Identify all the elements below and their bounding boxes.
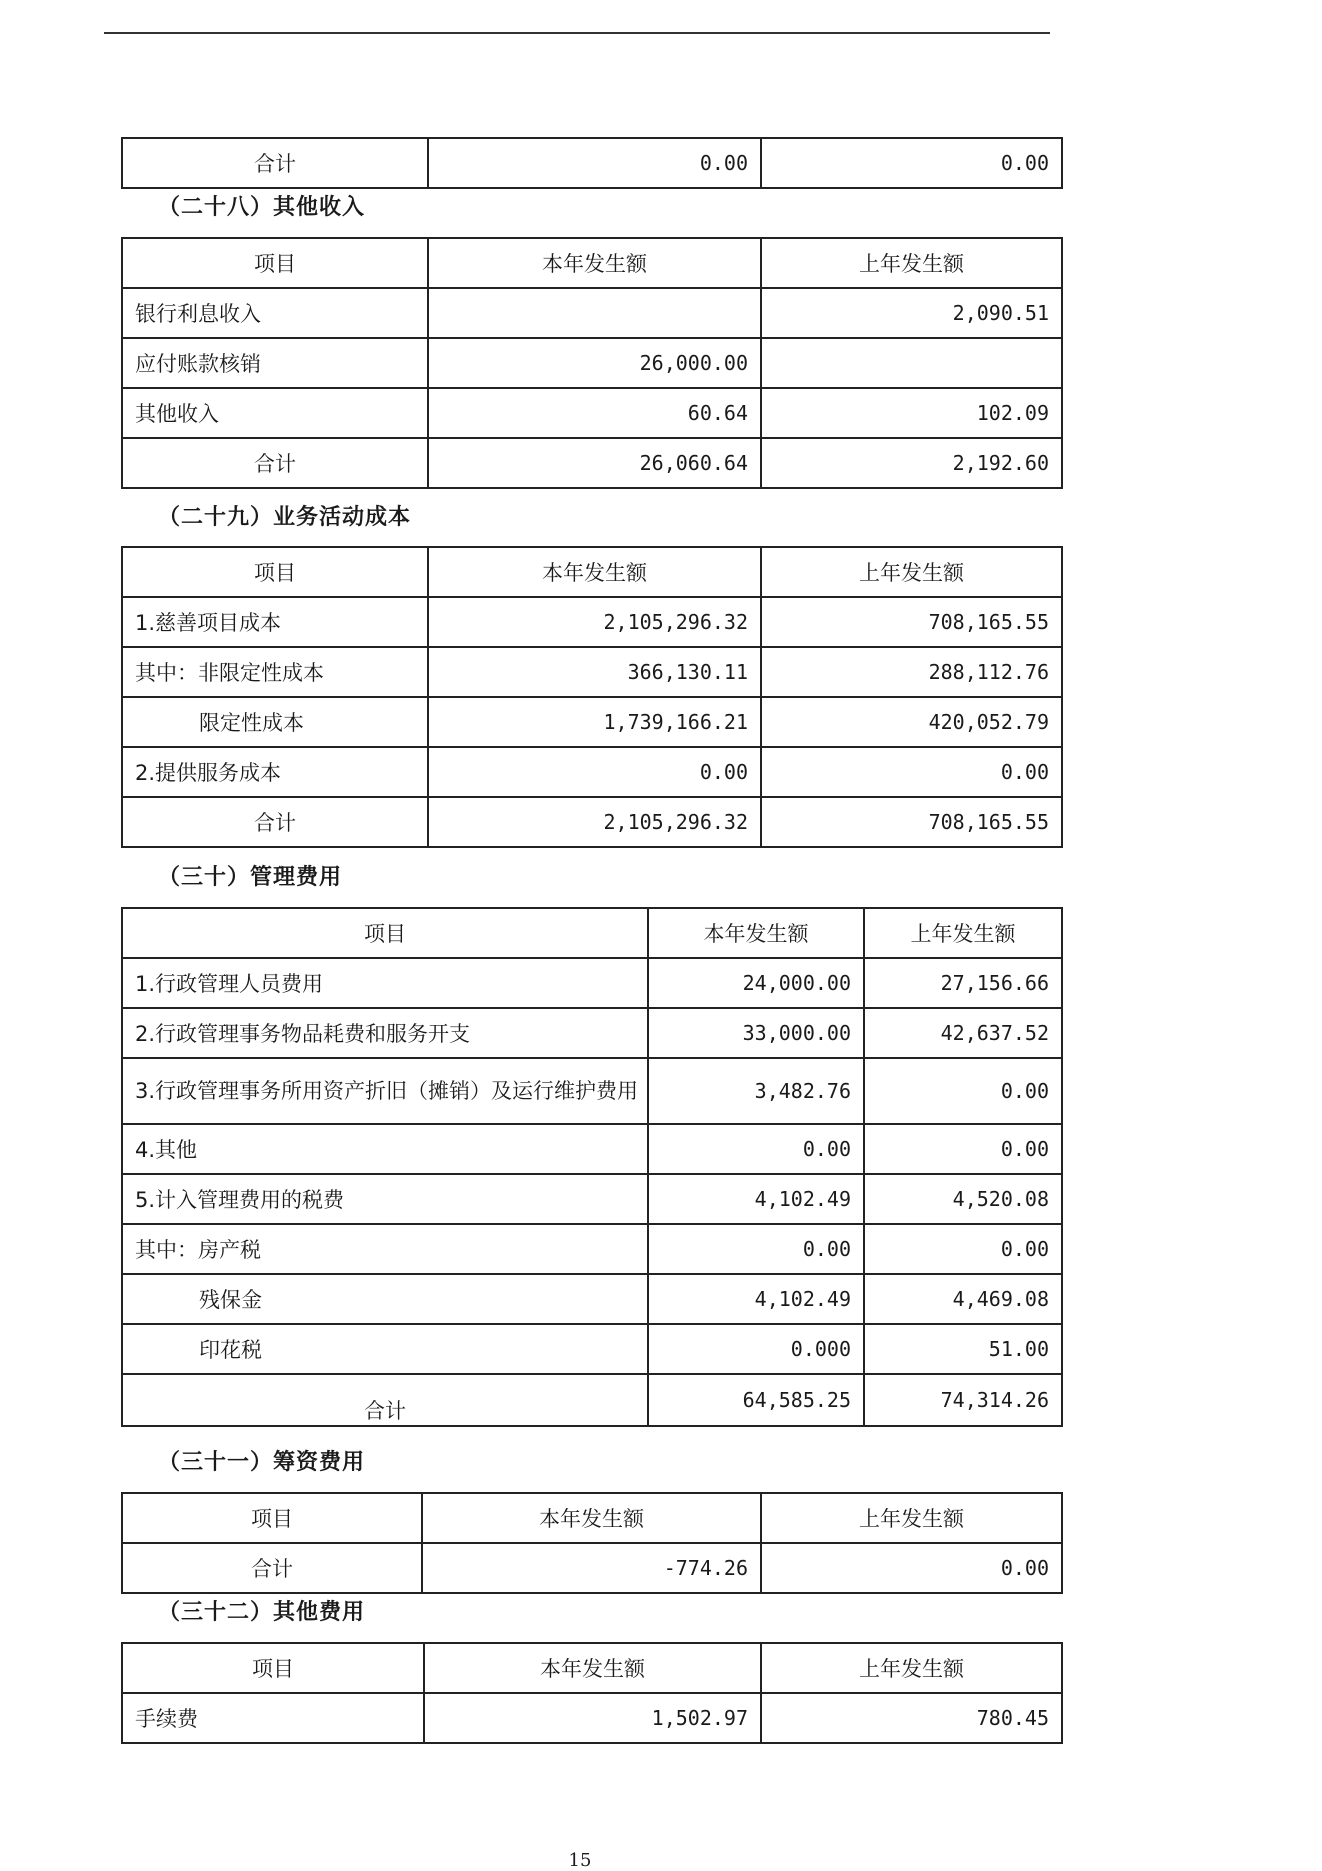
- col-header-current: 本年发生额: [648, 908, 864, 958]
- col-header-item: 项目: [122, 1643, 424, 1693]
- table-header-row: [122, 908, 1062, 958]
- row-label: 1.行政管理人员费用: [122, 958, 648, 1008]
- current-year-value: 0.00: [648, 1224, 864, 1274]
- table-row: [122, 388, 1062, 438]
- carryover-table: [121, 137, 1063, 189]
- current-year-value: 1,739,166.21: [428, 697, 761, 747]
- total-label: 合计: [122, 797, 428, 847]
- total-label: 合计: [122, 138, 428, 188]
- current-year-value: 0.000: [648, 1324, 864, 1374]
- table-row: [122, 138, 1062, 188]
- row-label: 其他收入: [122, 388, 428, 438]
- row-label: 其中：非限定性成本: [122, 647, 428, 697]
- row-label: 手续费: [122, 1693, 424, 1743]
- row-label: 5.计入管理费用的税费: [122, 1174, 648, 1224]
- table-row: [122, 647, 1062, 697]
- current-year-value: 33,000.00: [648, 1008, 864, 1058]
- total-label: 合计: [122, 1543, 422, 1593]
- current-year-value: 366,130.11: [428, 647, 761, 697]
- row-label: 1.慈善项目成本: [122, 597, 428, 647]
- table-row: [122, 747, 1062, 797]
- row-label: 银行利息收入: [122, 288, 428, 338]
- prior-year-value: 51.00: [864, 1324, 1062, 1374]
- row-label: 2.提供服务成本: [122, 747, 428, 797]
- section-heading-admin-expenses: （三十）管理费用: [158, 865, 343, 890]
- table-row: [122, 1058, 1062, 1124]
- col-header-item: 项目: [122, 547, 428, 597]
- current-year-value: 26,060.64: [428, 438, 761, 488]
- table-header-row: [122, 1643, 1062, 1693]
- prior-year-value: [761, 338, 1062, 388]
- col-header-current: 本年发生额: [424, 1643, 761, 1693]
- prior-year-value: 42,637.52: [864, 1008, 1062, 1058]
- current-year-value: 60.64: [428, 388, 761, 438]
- row-label: 残保金: [122, 1274, 648, 1324]
- prior-year-value: 780.45: [761, 1693, 1062, 1743]
- business-cost-table: [121, 546, 1063, 848]
- table-header-row: [122, 238, 1062, 288]
- table-row: [122, 1274, 1062, 1324]
- current-year-value: 3,482.76: [648, 1058, 864, 1124]
- current-year-value: 2,105,296.32: [428, 797, 761, 847]
- prior-year-value: 2,090.51: [761, 288, 1062, 338]
- current-year-value: 4,102.49: [648, 1274, 864, 1324]
- col-header-item: 项目: [122, 238, 428, 288]
- current-year-value: 1,502.97: [424, 1693, 761, 1743]
- total-label: 合计: [122, 438, 428, 488]
- table-row: [122, 1124, 1062, 1174]
- current-year-value: 2,105,296.32: [428, 597, 761, 647]
- table-row: [122, 697, 1062, 747]
- col-header-prior: 上年发生额: [761, 238, 1062, 288]
- total-label: 合计: [122, 1374, 648, 1426]
- current-year-value: 0.00: [428, 138, 761, 188]
- current-year-value: [428, 288, 761, 338]
- section-heading-financing-expenses: （三十一）筹资费用: [158, 1450, 366, 1475]
- other-expenses-table: [121, 1642, 1063, 1744]
- row-label: 4.其他: [122, 1124, 648, 1174]
- total-row: [122, 1543, 1062, 1593]
- row-label: 3.行政管理事务所用资产折旧（摊销）及运行维护费用: [122, 1058, 648, 1124]
- prior-year-value: 708,165.55: [761, 597, 1062, 647]
- current-year-value: 4,102.49: [648, 1174, 864, 1224]
- prior-year-value: 0.00: [864, 1058, 1062, 1124]
- row-label: 应付账款核销: [122, 338, 428, 388]
- prior-year-value: 0.00: [761, 138, 1062, 188]
- current-year-value: 64,585.25: [648, 1374, 864, 1426]
- financing-expenses-table: [121, 1492, 1063, 1594]
- section-heading-other-expenses: （三十二）其他费用: [158, 1600, 366, 1625]
- current-year-value: 0.00: [648, 1124, 864, 1174]
- row-label: 限定性成本: [122, 697, 428, 747]
- col-header-item: 项目: [122, 908, 648, 958]
- table-row: [122, 288, 1062, 338]
- col-header-prior: 上年发生额: [761, 1493, 1062, 1543]
- current-year-value: -774.26: [422, 1543, 761, 1593]
- table-row: [122, 338, 1062, 388]
- total-row: [122, 1374, 1062, 1426]
- row-label: 印花税: [122, 1324, 648, 1374]
- current-year-value: 0.00: [428, 747, 761, 797]
- row-label: 2.行政管理事务物品耗费和服务开支: [122, 1008, 648, 1058]
- prior-year-value: 0.00: [761, 1543, 1062, 1593]
- total-row: [122, 797, 1062, 847]
- table-row: [122, 958, 1062, 1008]
- table-row: [122, 1693, 1062, 1743]
- table-row: [122, 1224, 1062, 1274]
- admin-expenses-table: [121, 907, 1063, 1427]
- prior-year-value: 102.09: [761, 388, 1062, 438]
- prior-year-value: 74,314.26: [864, 1374, 1062, 1426]
- table-row: [122, 1174, 1062, 1224]
- col-header-prior: 上年发生额: [761, 547, 1062, 597]
- section-heading-business-cost: （二十九）业务活动成本: [158, 505, 412, 530]
- col-header-prior: 上年发生额: [864, 908, 1062, 958]
- total-row: [122, 438, 1062, 488]
- table-header-row: [122, 1493, 1062, 1543]
- table-row: [122, 1008, 1062, 1058]
- prior-year-value: 420,052.79: [761, 697, 1062, 747]
- current-year-value: 26,000.00: [428, 338, 761, 388]
- prior-year-value: 2,192.60: [761, 438, 1062, 488]
- table-row: [122, 597, 1062, 647]
- col-header-item: 项目: [122, 1493, 422, 1543]
- table-row: [122, 1324, 1062, 1374]
- current-year-value: 24,000.00: [648, 958, 864, 1008]
- top-rule: [104, 32, 1050, 34]
- prior-year-value: 708,165.55: [761, 797, 1062, 847]
- col-header-current: 本年发生额: [422, 1493, 761, 1543]
- prior-year-value: 0.00: [761, 747, 1062, 797]
- prior-year-value: 4,520.08: [864, 1174, 1062, 1224]
- col-header-prior: 上年发生额: [761, 1643, 1062, 1693]
- col-header-current: 本年发生额: [428, 238, 761, 288]
- prior-year-value: 0.00: [864, 1124, 1062, 1174]
- section-heading-other-income: （二十八）其他收入: [158, 195, 366, 220]
- prior-year-value: 0.00: [864, 1224, 1062, 1274]
- prior-year-value: 288,112.76: [761, 647, 1062, 697]
- row-label: 其中：房产税: [122, 1224, 648, 1274]
- prior-year-value: 4,469.08: [864, 1274, 1062, 1324]
- other-income-table: [121, 237, 1063, 489]
- table-header-row: [122, 547, 1062, 597]
- prior-year-value: 27,156.66: [864, 958, 1062, 1008]
- col-header-current: 本年发生额: [428, 547, 761, 597]
- page-number: 15: [568, 1850, 592, 1871]
